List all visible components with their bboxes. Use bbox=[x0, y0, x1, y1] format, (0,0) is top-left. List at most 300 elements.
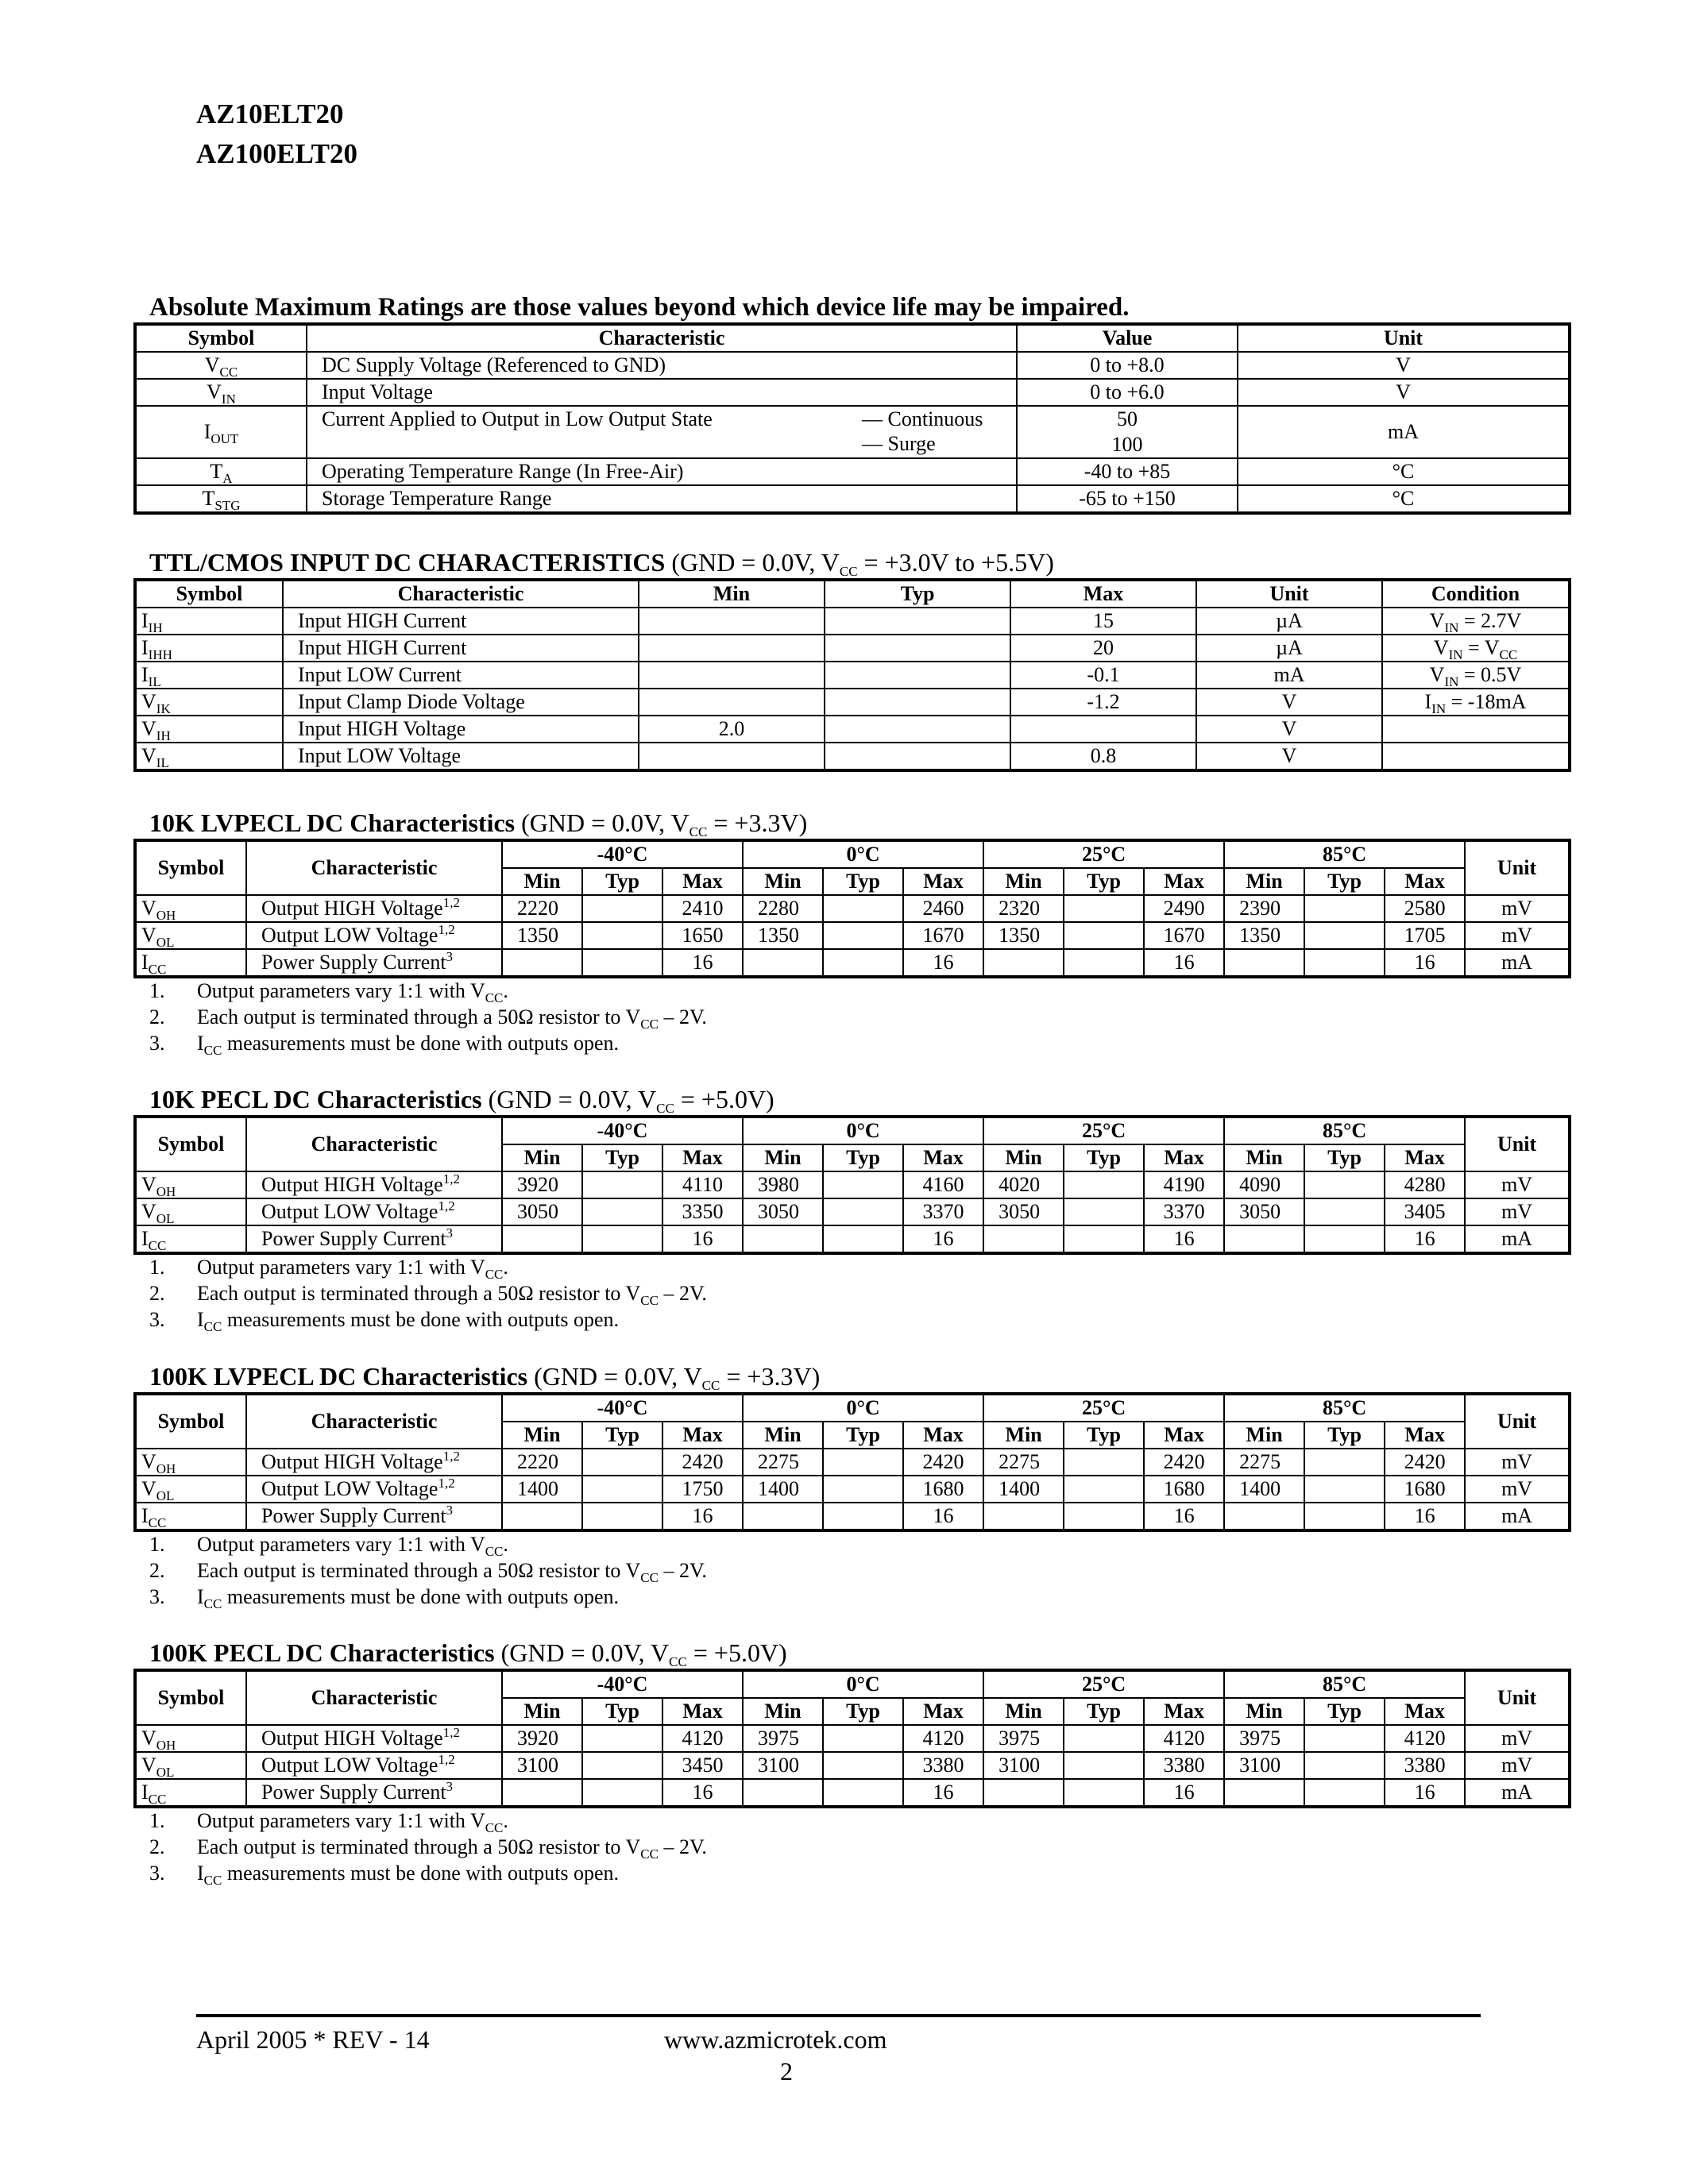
value-cell: 1400 bbox=[983, 1476, 1064, 1503]
ttl-header-row bbox=[135, 580, 1570, 608]
ttl-h-condition: Condition bbox=[1382, 580, 1570, 608]
h-unit: Unit bbox=[1465, 840, 1570, 895]
footnotes bbox=[149, 978, 1341, 1056]
value-cell: 3920 bbox=[502, 1171, 582, 1198]
typ-cell bbox=[825, 635, 1010, 662]
value-cell bbox=[823, 949, 903, 977]
footnote: 1. Output parameters vary 1:1 with $V_{CC}$. bbox=[149, 1256, 508, 1282]
value-cell bbox=[743, 1503, 823, 1530]
value-cell: 3380 bbox=[1385, 1752, 1465, 1779]
typ-cell bbox=[825, 689, 1010, 716]
value-cell: 4280 bbox=[1385, 1171, 1465, 1198]
h-symbol: Symbol bbox=[135, 840, 246, 895]
part-number-1: AZ10ELT20 bbox=[196, 98, 344, 129]
header-row bbox=[135, 840, 1570, 868]
table-row bbox=[135, 922, 1570, 949]
value-cell bbox=[1304, 1779, 1385, 1807]
characteristic-cell: Power Supply Current$^3$ bbox=[246, 1779, 502, 1807]
value-cell: 3980 bbox=[743, 1171, 823, 1198]
value-cell bbox=[502, 949, 582, 977]
h-typ: Typ bbox=[582, 868, 662, 895]
table-row bbox=[135, 1725, 1570, 1752]
max-cell: -1.2 bbox=[1010, 689, 1196, 716]
characteristic-cell: Input HIGH Current bbox=[283, 608, 639, 635]
symbol-cell: $V_{OH}$ bbox=[135, 1171, 246, 1198]
value-cell: 1680 bbox=[903, 1476, 983, 1503]
value-cell bbox=[582, 895, 662, 922]
value-cell: 2275 bbox=[983, 1449, 1064, 1476]
condition-cell bbox=[1382, 716, 1570, 743]
value-cell bbox=[1064, 1225, 1144, 1253]
symbol-cell: $V_{OL}$ bbox=[135, 1476, 246, 1503]
h-typ: Typ bbox=[823, 868, 903, 895]
h-typ: Typ bbox=[1304, 1144, 1385, 1171]
value-cell: 2580 bbox=[1385, 895, 1465, 922]
value-cell: 1350 bbox=[502, 922, 582, 949]
h-characteristic: Characteristic bbox=[246, 1117, 502, 1171]
value-cell bbox=[582, 1171, 662, 1198]
symbol-cell: $V_{OL}$ bbox=[135, 922, 246, 949]
symbol-cell: $V_{IL}$ bbox=[135, 743, 283, 770]
value-cell: 2280 bbox=[743, 895, 823, 922]
value-cell bbox=[823, 922, 903, 949]
h-typ: Typ bbox=[823, 1144, 903, 1171]
value-cell bbox=[743, 1779, 823, 1807]
section-title: 10K LVPECL DC Characteristics (GND = 0.0V, $V_{CC} = +3.3V$) bbox=[149, 808, 808, 839]
value-cell: 16 bbox=[1144, 949, 1224, 977]
value-cell bbox=[1064, 895, 1144, 922]
h-typ: Typ bbox=[823, 1698, 903, 1725]
min-cell bbox=[639, 743, 825, 770]
footnote: 3. $I_{CC}$ measurements must be done with outputs open. bbox=[149, 1862, 620, 1888]
table-row bbox=[135, 406, 1570, 458]
h-unit: Unit bbox=[1465, 1117, 1570, 1171]
value-cell bbox=[582, 1779, 662, 1807]
value-cell: 4110 bbox=[662, 1171, 743, 1198]
table-row bbox=[135, 1449, 1570, 1476]
value-cell: 1400 bbox=[502, 1476, 582, 1503]
unit-cell: mV bbox=[1465, 895, 1570, 922]
h-min: Min bbox=[502, 1144, 582, 1171]
footnotes bbox=[149, 1808, 1341, 1886]
h-max: Max bbox=[1144, 1144, 1224, 1171]
value-cell bbox=[582, 1503, 662, 1530]
h-min: Min bbox=[743, 868, 823, 895]
condition-cell: $I_{IN} = -18mA$ bbox=[1382, 689, 1570, 716]
value-cell: 4120 bbox=[662, 1725, 743, 1752]
value-cell: 3100 bbox=[743, 1752, 823, 1779]
value-cell bbox=[823, 1225, 903, 1253]
value-cell bbox=[1064, 1752, 1144, 1779]
value-cell: 2420 bbox=[1144, 1449, 1224, 1476]
value-cell: 1400 bbox=[743, 1476, 823, 1503]
footnote: 1. Output parameters vary 1:1 with $V_{CC}$. bbox=[149, 1533, 508, 1559]
h-min: Min bbox=[743, 1144, 823, 1171]
h-symbol: Symbol bbox=[135, 1670, 246, 1725]
footnote: 2. Each output is terminated through a 50Ω resistor to $V_{CC} - 2V$. bbox=[149, 1005, 707, 1032]
h-typ: Typ bbox=[582, 1698, 662, 1725]
footnote: 2. Each output is terminated through a 50Ω resistor to $V_{CC} - 2V$. bbox=[149, 1835, 707, 1862]
value-cell bbox=[1064, 1779, 1144, 1807]
value-cell: 1670 bbox=[903, 922, 983, 949]
value-cell: 3050 bbox=[743, 1198, 823, 1225]
value-cell: 3380 bbox=[903, 1752, 983, 1779]
table-row bbox=[135, 635, 1570, 662]
h-temperature: -40°C bbox=[502, 840, 743, 868]
table-row bbox=[135, 458, 1570, 485]
h-min: Min bbox=[983, 1422, 1064, 1449]
condition-cell: $V_{IN} = V_{CC}$ bbox=[1382, 635, 1570, 662]
unit-cell: mA bbox=[1196, 662, 1382, 689]
symbol-cell: $V_{OL}$ bbox=[135, 1198, 246, 1225]
table-row bbox=[135, 662, 1570, 689]
absmax-h-symbol: Symbol bbox=[135, 324, 307, 352]
value-cell: 3405 bbox=[1385, 1198, 1465, 1225]
value-cell: 4090 bbox=[1224, 1171, 1304, 1198]
unit-cell: V bbox=[1196, 716, 1382, 743]
table-row bbox=[135, 1779, 1570, 1807]
characteristic-cell: Output HIGH Voltage$^{1,2}$ bbox=[246, 1725, 502, 1752]
dc-characteristics-table bbox=[133, 1669, 1571, 1808]
h-typ: Typ bbox=[582, 1144, 662, 1171]
h-typ: Typ bbox=[1064, 1144, 1144, 1171]
value-cell bbox=[1224, 949, 1304, 977]
value-cell bbox=[1064, 1725, 1144, 1752]
value-cell bbox=[823, 1503, 903, 1530]
value-cell: 3370 bbox=[1144, 1198, 1224, 1225]
h-temperature: 85°C bbox=[1224, 1670, 1465, 1698]
unit-cell: mV bbox=[1465, 1171, 1570, 1198]
value-cell bbox=[1304, 949, 1385, 977]
dc-characteristics-table bbox=[133, 1392, 1571, 1532]
unit-cell: µA bbox=[1196, 635, 1382, 662]
value-cell bbox=[502, 1503, 582, 1530]
table-row bbox=[135, 1171, 1570, 1198]
h-typ: Typ bbox=[1304, 1698, 1385, 1725]
value-cell: 1350 bbox=[983, 922, 1064, 949]
ttl-h-char: Characteristic bbox=[283, 580, 639, 608]
table-row bbox=[135, 1503, 1570, 1530]
unit-cell: mA bbox=[1465, 949, 1570, 977]
value-cell: 3100 bbox=[983, 1752, 1064, 1779]
value-cell: 3050 bbox=[502, 1198, 582, 1225]
iout-value-continuous: 50 bbox=[1117, 407, 1138, 430]
value-cell bbox=[1064, 1503, 1144, 1530]
unit-cell: mA bbox=[1238, 406, 1570, 458]
unit-cell: mV bbox=[1465, 922, 1570, 949]
value-cell: 2220 bbox=[502, 1449, 582, 1476]
h-max: Max bbox=[662, 1698, 743, 1725]
characteristic-cell: Input HIGH Current bbox=[283, 635, 639, 662]
h-symbol: Symbol bbox=[135, 1117, 246, 1171]
value-cell: 4020 bbox=[983, 1171, 1064, 1198]
symbol-cell: $V_{IK}$ bbox=[135, 689, 283, 716]
characteristic-cell: Output LOW Voltage$^{1,2}$ bbox=[246, 1476, 502, 1503]
symbol-cell: $I_{CC}$ bbox=[135, 1225, 246, 1253]
value-cell bbox=[823, 895, 903, 922]
value-cell bbox=[1304, 1171, 1385, 1198]
min-cell bbox=[639, 608, 825, 635]
table-row bbox=[135, 485, 1570, 513]
symbol-cell: $I_{IH}$ bbox=[135, 608, 283, 635]
unit-cell: mV bbox=[1465, 1198, 1570, 1225]
min-cell: 2.0 bbox=[639, 716, 825, 743]
value-cell bbox=[502, 1225, 582, 1253]
max-cell: 0.8 bbox=[1010, 743, 1196, 770]
h-characteristic: Characteristic bbox=[246, 840, 502, 895]
table-row bbox=[135, 379, 1570, 406]
h-min: Min bbox=[1224, 1144, 1304, 1171]
h-min: Min bbox=[983, 1698, 1064, 1725]
h-typ: Typ bbox=[1064, 868, 1144, 895]
value-cell: 1680 bbox=[1144, 1476, 1224, 1503]
value-cell: 1350 bbox=[1224, 922, 1304, 949]
value-cell bbox=[1224, 1779, 1304, 1807]
value-cell: 3380 bbox=[1144, 1752, 1224, 1779]
h-max: Max bbox=[1385, 1422, 1465, 1449]
absmax-table bbox=[133, 322, 1571, 515]
h-temperature: 85°C bbox=[1224, 1117, 1465, 1144]
value-cell bbox=[1064, 1476, 1144, 1503]
h-max: Max bbox=[662, 868, 743, 895]
table-row bbox=[135, 1198, 1570, 1225]
symbol-cell: $V_{OH}$ bbox=[135, 1725, 246, 1752]
ttl-title: TTL/CMOS INPUT DC CHARACTERISTICS (GND = 0.0V, $V_{CC} = +3.0V$ to +5.5V) bbox=[149, 548, 1054, 579]
value-cell bbox=[1017, 406, 1238, 458]
table-row bbox=[135, 1225, 1570, 1253]
unit-cell: V bbox=[1196, 689, 1382, 716]
section-title: 10K PECL DC Characteristics (GND = 0.0V, $V_{CC} = +5.0V$) bbox=[149, 1085, 774, 1116]
characteristic-cell: Output HIGH Voltage$^{1,2}$ bbox=[246, 1449, 502, 1476]
max-cell: 20 bbox=[1010, 635, 1196, 662]
max-cell bbox=[1010, 716, 1196, 743]
h-temperature: 25°C bbox=[983, 1670, 1224, 1698]
h-min: Min bbox=[983, 1144, 1064, 1171]
value-cell: 4120 bbox=[1144, 1725, 1224, 1752]
footnote: 3. $I_{CC}$ measurements must be done with outputs open. bbox=[149, 1585, 620, 1611]
unit-cell: mA bbox=[1465, 1503, 1570, 1530]
characteristic-cell: DC Supply Voltage (Referenced to GND) bbox=[307, 352, 1017, 379]
value-cell bbox=[823, 1725, 903, 1752]
value-cell: 4190 bbox=[1144, 1171, 1224, 1198]
typ-cell bbox=[825, 743, 1010, 770]
unit-cell: mV bbox=[1465, 1476, 1570, 1503]
absmax-h-unit: Unit bbox=[1238, 324, 1570, 352]
h-unit: Unit bbox=[1465, 1670, 1570, 1725]
unit-cell: mA bbox=[1465, 1225, 1570, 1253]
symbol-cell: $V_{IN}$ bbox=[135, 379, 307, 406]
footnote: 2. Each output is terminated through a 50Ω resistor to $V_{CC} - 2V$. bbox=[149, 1282, 707, 1308]
condition-cell: $V_{IN} = 2.7V$ bbox=[1382, 608, 1570, 635]
h-max: Max bbox=[1144, 868, 1224, 895]
h-characteristic: Characteristic bbox=[246, 1670, 502, 1725]
value-cell bbox=[823, 1198, 903, 1225]
h-max: Max bbox=[903, 1698, 983, 1725]
characteristic-cell: Power Supply Current$^3$ bbox=[246, 1503, 502, 1530]
value-cell: 3975 bbox=[743, 1725, 823, 1752]
value-cell: 3370 bbox=[903, 1198, 983, 1225]
footer-url: www.azmicrotek.com bbox=[664, 2025, 887, 2054]
value-cell bbox=[743, 1225, 823, 1253]
value-cell: 3100 bbox=[1224, 1752, 1304, 1779]
value-cell bbox=[582, 1725, 662, 1752]
symbol-cell: $I_{IL}$ bbox=[135, 662, 283, 689]
h-symbol: Symbol bbox=[135, 1394, 246, 1449]
min-cell bbox=[639, 635, 825, 662]
value-cell: 3050 bbox=[983, 1198, 1064, 1225]
value-cell: 2490 bbox=[1144, 895, 1224, 922]
value-cell bbox=[1304, 1476, 1385, 1503]
footnote: 3. $I_{CC}$ measurements must be done with outputs open. bbox=[149, 1032, 620, 1058]
h-typ: Typ bbox=[1064, 1698, 1144, 1725]
value-cell bbox=[823, 1449, 903, 1476]
value-cell: 3350 bbox=[662, 1198, 743, 1225]
value-cell: 4160 bbox=[903, 1171, 983, 1198]
characteristic-cell: Output HIGH Voltage$^{1,2}$ bbox=[246, 895, 502, 922]
value-cell bbox=[1304, 1725, 1385, 1752]
h-max: Max bbox=[1385, 868, 1465, 895]
characteristic-cell: Power Supply Current$^3$ bbox=[246, 949, 502, 977]
value-cell: 1680 bbox=[1385, 1476, 1465, 1503]
value-cell: 2275 bbox=[1224, 1449, 1304, 1476]
value-cell bbox=[983, 949, 1064, 977]
section-title: 100K PECL DC Characteristics (GND = 0.0V, $V_{CC} = +5.0V$) bbox=[149, 1638, 787, 1669]
h-temperature: -40°C bbox=[502, 1117, 743, 1144]
value-cell bbox=[582, 1198, 662, 1225]
value-cell bbox=[582, 949, 662, 977]
footer-date: April 2005 * REV - 14 bbox=[196, 2025, 430, 2054]
value-cell: 16 bbox=[662, 1779, 743, 1807]
table-row bbox=[135, 716, 1570, 743]
value-cell: 16 bbox=[903, 1779, 983, 1807]
h-temperature: 0°C bbox=[743, 1117, 983, 1144]
value-cell: 0 to +6.0 bbox=[1017, 379, 1238, 406]
h-unit: Unit bbox=[1465, 1394, 1570, 1449]
symbol-cell: $T_{STG}$ bbox=[135, 485, 307, 513]
symbol-cell: $I_{OUT}$ bbox=[135, 406, 307, 458]
symbol-cell: $I_{CC}$ bbox=[135, 1503, 246, 1530]
header-row bbox=[135, 1394, 1570, 1422]
absmax-title: Absolute Maximum Ratings are those values beyond which device life may be impaired. bbox=[149, 293, 1130, 322]
value-cell: 1705 bbox=[1385, 922, 1465, 949]
value-cell bbox=[983, 1779, 1064, 1807]
max-cell: 15 bbox=[1010, 608, 1196, 635]
symbol-cell: $T_A$ bbox=[135, 458, 307, 485]
absmax-h-char: Characteristic bbox=[307, 324, 1017, 352]
unit-cell: mV bbox=[1465, 1449, 1570, 1476]
value-cell: 3050 bbox=[1224, 1198, 1304, 1225]
footnotes bbox=[149, 1254, 1341, 1333]
table-row bbox=[135, 1476, 1570, 1503]
value-cell: 2320 bbox=[983, 895, 1064, 922]
symbol-cell: $V_{IH}$ bbox=[135, 716, 283, 743]
characteristic-cell: Output HIGH Voltage$^{1,2}$ bbox=[246, 1171, 502, 1198]
characteristic-cell: Input Clamp Diode Voltage bbox=[283, 689, 639, 716]
characteristic-cell: Operating Temperature Range (In Free-Air) bbox=[307, 458, 1017, 485]
value-cell bbox=[1304, 922, 1385, 949]
value-cell: 2220 bbox=[502, 895, 582, 922]
condition-cell bbox=[1382, 743, 1570, 770]
h-temperature: 25°C bbox=[983, 1394, 1224, 1422]
value-cell bbox=[502, 1779, 582, 1807]
value-cell: 16 bbox=[903, 1503, 983, 1530]
footnote: 1. Output parameters vary 1:1 with $V_{CC}$. bbox=[149, 979, 508, 1005]
ttl-h-min: Min bbox=[639, 580, 825, 608]
part-number-2: AZ100ELT20 bbox=[196, 138, 357, 169]
unit-cell: mV bbox=[1465, 1725, 1570, 1752]
h-typ: Typ bbox=[1304, 868, 1385, 895]
value-cell bbox=[582, 1752, 662, 1779]
value-cell: 1750 bbox=[662, 1476, 743, 1503]
h-typ: Typ bbox=[582, 1422, 662, 1449]
value-cell bbox=[1304, 1503, 1385, 1530]
unit-cell: V bbox=[1196, 743, 1382, 770]
value-cell: 16 bbox=[1144, 1225, 1224, 1253]
value-cell: 3450 bbox=[662, 1752, 743, 1779]
footnote: 3. $I_{CC}$ measurements must be done with outputs open. bbox=[149, 1308, 620, 1334]
h-max: Max bbox=[1385, 1698, 1465, 1725]
section-title: 100K LVPECL DC Characteristics (GND = 0.0V, $V_{CC} = +3.3V$) bbox=[149, 1362, 821, 1393]
value-cell bbox=[743, 949, 823, 977]
typ-cell bbox=[825, 608, 1010, 635]
value-cell bbox=[1304, 1198, 1385, 1225]
header-row bbox=[135, 1117, 1570, 1144]
h-min: Min bbox=[502, 1698, 582, 1725]
characteristic-cell: Input LOW Voltage bbox=[283, 743, 639, 770]
value-cell bbox=[823, 1779, 903, 1807]
value-cell: -65 to +150 bbox=[1017, 485, 1238, 513]
typ-cell bbox=[825, 662, 1010, 689]
characteristic-cell: Storage Temperature Range bbox=[307, 485, 1017, 513]
value-cell bbox=[582, 1449, 662, 1476]
value-cell: 2390 bbox=[1224, 895, 1304, 922]
h-min: Min bbox=[502, 1422, 582, 1449]
value-cell: 16 bbox=[1385, 1225, 1465, 1253]
h-min: Min bbox=[743, 1698, 823, 1725]
h-typ: Typ bbox=[1304, 1422, 1385, 1449]
max-cell: -0.1 bbox=[1010, 662, 1196, 689]
value-cell bbox=[1064, 949, 1144, 977]
symbol-cell: $I_{CC}$ bbox=[135, 1779, 246, 1807]
value-cell: 2420 bbox=[903, 1449, 983, 1476]
h-min: Min bbox=[743, 1422, 823, 1449]
h-min: Min bbox=[1224, 1422, 1304, 1449]
header-row bbox=[135, 1670, 1570, 1698]
h-typ: Typ bbox=[823, 1422, 903, 1449]
value-cell bbox=[582, 922, 662, 949]
h-temperature: 85°C bbox=[1224, 840, 1465, 868]
value-cell: 3975 bbox=[983, 1725, 1064, 1752]
h-min: Min bbox=[983, 868, 1064, 895]
value-cell bbox=[1224, 1225, 1304, 1253]
h-max: Max bbox=[662, 1144, 743, 1171]
value-cell: 16 bbox=[662, 1503, 743, 1530]
value-cell: 1650 bbox=[662, 922, 743, 949]
h-temperature: -40°C bbox=[502, 1394, 743, 1422]
iout-description: Current Applied to Output in Low Output State bbox=[322, 407, 713, 430]
value-cell: 16 bbox=[662, 1225, 743, 1253]
h-temperature: 25°C bbox=[983, 840, 1224, 868]
value-cell bbox=[582, 1476, 662, 1503]
unit-cell: °C bbox=[1238, 458, 1570, 485]
ttl-table bbox=[133, 578, 1571, 772]
value-cell: 2460 bbox=[903, 895, 983, 922]
characteristic-cell bbox=[307, 406, 1017, 458]
value-cell: 3100 bbox=[502, 1752, 582, 1779]
characteristic-cell: Output LOW Voltage$^{1,2}$ bbox=[246, 1752, 502, 1779]
value-cell: -40 to +85 bbox=[1017, 458, 1238, 485]
symbol-cell: $V_{OH}$ bbox=[135, 895, 246, 922]
